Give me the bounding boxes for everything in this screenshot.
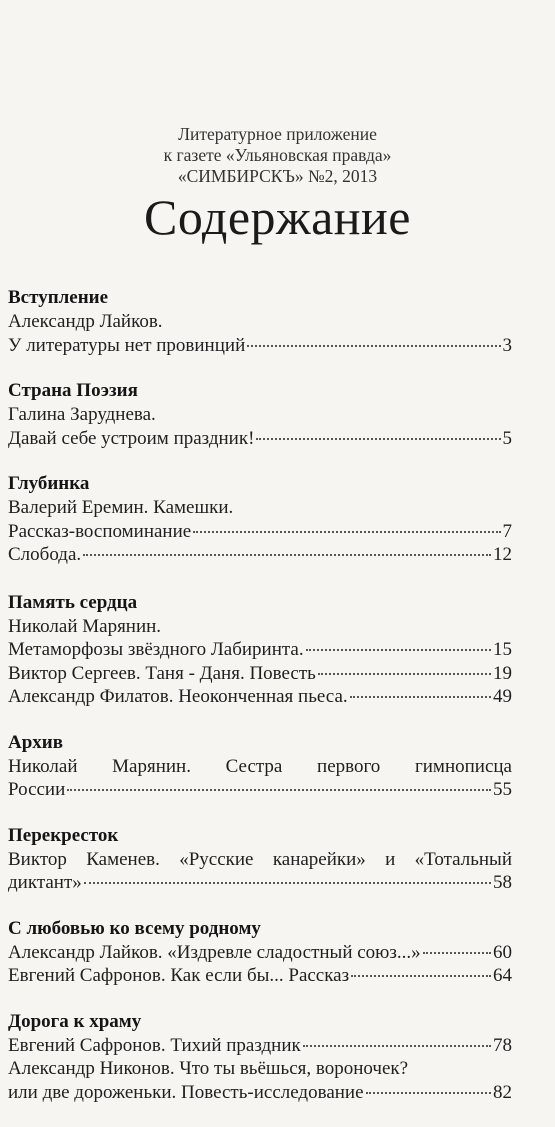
toc-section bbox=[8, 286, 512, 357]
toc-section bbox=[8, 379, 512, 450]
toc-entry[interactable] bbox=[8, 1034, 512, 1058]
author-line: Валерий Еремин. Камешки. bbox=[8, 497, 234, 518]
toc-entry[interactable] bbox=[8, 638, 512, 662]
toc-entry[interactable] bbox=[8, 685, 512, 709]
toc-entry[interactable] bbox=[8, 543, 512, 567]
toc-entry[interactable] bbox=[8, 1081, 512, 1105]
toc-entry[interactable] bbox=[8, 964, 512, 988]
toc-entry[interactable] bbox=[8, 778, 512, 802]
page-number: 5 bbox=[502, 427, 512, 449]
toc-entry[interactable] bbox=[8, 941, 512, 965]
toc-section bbox=[8, 731, 512, 802]
page-number: 19 bbox=[493, 662, 512, 684]
entry-title: Александр Филатов. Неоконченная пьеса. bbox=[8, 686, 348, 707]
section-title: Дорога к храму bbox=[8, 1010, 142, 1032]
dot-leader bbox=[247, 345, 500, 347]
page-title: Содержание bbox=[144, 189, 411, 245]
dot-leader bbox=[351, 975, 491, 977]
entry-title: или две дороженьки. Повесть-исследование bbox=[8, 1081, 364, 1103]
issue-label: «СИМБИРСКЪ» №2, 2013 bbox=[177, 166, 378, 186]
page-number: 55 bbox=[493, 779, 512, 800]
page-number: 82 bbox=[493, 1081, 512, 1103]
entry-title: России bbox=[8, 779, 66, 800]
author-line: Виктор Каменев. «Русские канарейки» и «Тотальный bbox=[8, 848, 512, 870]
page-number: 49 bbox=[493, 686, 512, 707]
entry-title: У литературы нет провинций bbox=[8, 334, 246, 356]
section-title: Глубинка bbox=[8, 473, 90, 494]
toc-section bbox=[8, 591, 512, 709]
dot-leader bbox=[67, 789, 491, 791]
toc-section bbox=[8, 824, 512, 895]
dot-leader bbox=[256, 438, 500, 440]
toc-entry[interactable] bbox=[8, 520, 512, 544]
author-line: Александр Никонов. Что ты вьёшься, вороночек? bbox=[8, 1058, 409, 1079]
page-header bbox=[0, 124, 555, 245]
section-title: Перекресток bbox=[8, 824, 119, 846]
entry-title: Метаморфозы звёздного Лабиринта. bbox=[8, 639, 304, 660]
section-title: Память сердца bbox=[8, 591, 138, 613]
toc-section bbox=[8, 917, 512, 988]
entry-title: Евгений Сафронов. Тихий праздник bbox=[8, 1034, 301, 1056]
entry-title: диктант» bbox=[8, 872, 82, 893]
page-number: 7 bbox=[502, 520, 512, 542]
toc-section bbox=[8, 1010, 512, 1105]
page-number: 78 bbox=[493, 1034, 512, 1056]
author-line: Александр Лайков. bbox=[8, 311, 163, 332]
page-number: 64 bbox=[493, 965, 512, 986]
author-line: Галина Заруднева. bbox=[8, 404, 156, 425]
toc-entry[interactable] bbox=[8, 871, 512, 895]
toc-entry[interactable] bbox=[8, 427, 512, 451]
entry-title: Слобода. bbox=[8, 544, 82, 565]
toc-entry[interactable] bbox=[8, 662, 512, 686]
dot-leader bbox=[350, 696, 491, 698]
entry-title: Давай себе устроим праздник! bbox=[8, 427, 255, 449]
page-number: 58 bbox=[493, 872, 512, 893]
toc-entry[interactable] bbox=[8, 334, 512, 358]
dot-leader bbox=[366, 1092, 491, 1094]
page-number: 15 bbox=[493, 639, 512, 660]
section-title: С любовью ко всему родному bbox=[8, 917, 261, 939]
entry-title: Евгений Сафронов. Как если бы... Рассказ bbox=[8, 965, 350, 986]
section-title: Вступление bbox=[8, 287, 109, 308]
page-number: 12 bbox=[493, 544, 512, 565]
dot-leader bbox=[303, 1045, 491, 1047]
entry-title: Александр Лайков. «Издревле сладостный союз...» bbox=[8, 941, 421, 963]
section-title: Страна Поэзия bbox=[8, 380, 138, 401]
supplement-label: Литературное приложение bbox=[178, 124, 377, 144]
author-line: Николай Марянин. bbox=[8, 615, 162, 637]
entry-title: Рассказ-воспоминание bbox=[8, 520, 192, 542]
dot-leader bbox=[423, 952, 491, 954]
dot-leader bbox=[84, 882, 491, 884]
author-line: Николай Марянин. Сестра первого гимнописца bbox=[8, 755, 512, 777]
toc-section bbox=[8, 472, 512, 567]
table-of-contents bbox=[8, 286, 512, 1126]
dot-leader bbox=[306, 649, 491, 651]
dot-leader bbox=[193, 531, 500, 533]
newspaper-label: к газете «Ульяновская правда» bbox=[163, 145, 392, 165]
dot-leader bbox=[83, 554, 491, 556]
section-title: Архив bbox=[8, 731, 63, 753]
page-number: 3 bbox=[502, 334, 512, 356]
entry-title: Виктор Сергеев. Таня - Даня. Повесть bbox=[8, 662, 316, 684]
dot-leader bbox=[318, 673, 491, 675]
page-number: 60 bbox=[493, 941, 512, 963]
